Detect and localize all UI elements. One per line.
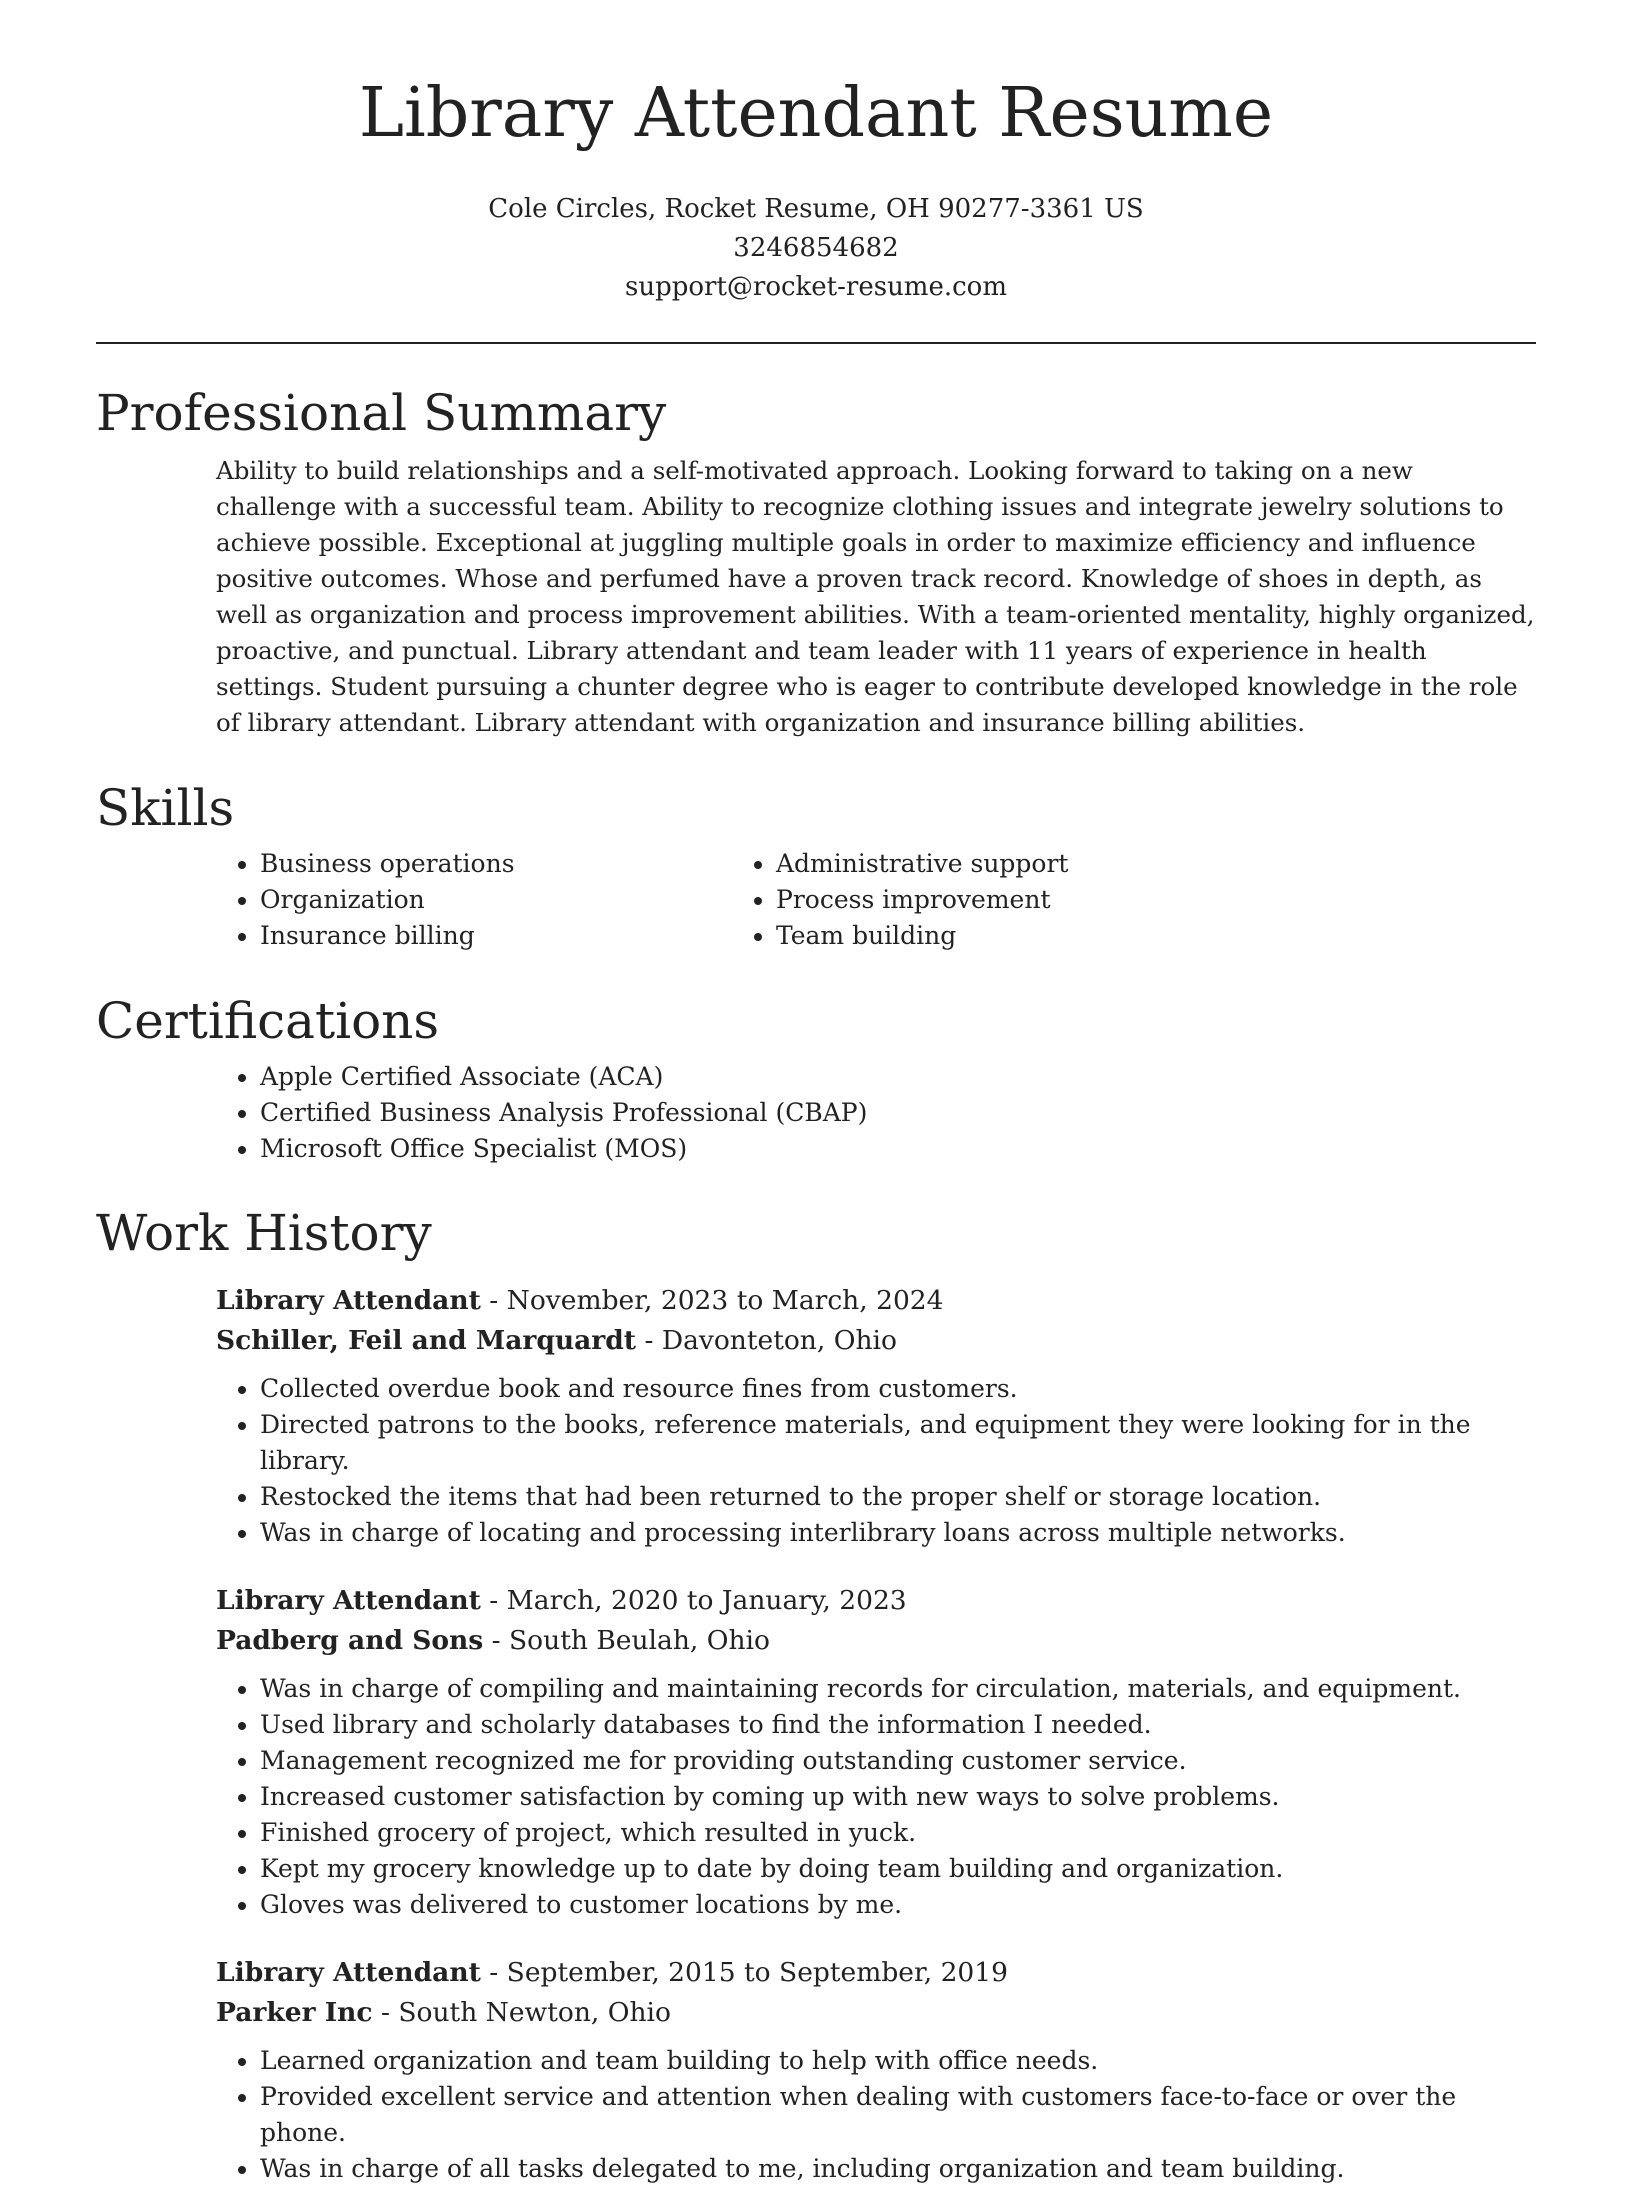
job-title-line [216,1581,1536,1621]
certification-item: • Apple Certified Associate (ACA) [260,1059,1536,1095]
skill-item: • Business operations [260,846,746,882]
phone: 3246854682 [733,233,899,263]
job-title-line [216,1953,1536,1993]
certifications-list [96,1059,1536,1167]
job-bullet: • Kept my grocery knowledge up to date by doing team building and organization. [260,1851,1536,1887]
header-divider [96,342,1536,344]
certification-item: • Microsoft Office Specialist (MOS) [260,1131,1536,1167]
job-bullet: • Management recognized me for providing outstanding customer service. [260,1743,1536,1779]
job-bullet: • Directed patrons to the books, reference materials, and equipment they were looking for in the library. [260,1407,1536,1479]
job-bullet: • Collected overdue book and resource fines from customers. [260,1371,1536,1407]
work-history-section [96,1203,1536,2187]
job-company: Parker Inc [216,1997,373,2028]
work-history-heading: Work History [96,1204,432,1262]
job-location: - Davonteton, Ohio [636,1325,897,1356]
skills-heading: Skills [96,779,235,837]
job-bullet: • Was in charge of all tasks delegated to me, including organization and team building. [260,2151,1536,2187]
job-dates: - September, 2015 to September, 2019 [480,1957,1009,1988]
certifications-section [96,991,1536,1167]
job-dates: - March, 2020 to January, 2023 [480,1585,907,1616]
job-bullet: • Was in charge of compiling and maintaining records for circulation, materials, and equipment. [260,1671,1536,1707]
job-entry [216,1581,1536,1923]
skills-grid [96,846,1536,954]
job-bullet: • Provided excellent service and attention when dealing with customers face-to-face or over the phone. [260,2079,1536,2151]
skill-item: • Process improvement [776,882,1262,918]
job-location: - South Newton, Ohio [372,1997,671,2028]
skill-item: • Administrative support [776,846,1262,882]
job-bullet: • Was in charge of locating and processing interlibrary loans across multiple networks. [260,1515,1536,1551]
certifications-heading: Certifications [96,992,440,1050]
skill-item: • Team building [776,918,1262,954]
job-company-line [216,1621,1536,1661]
job-bullet: • Finished grocery of project, which resulted in yuck. [260,1815,1536,1851]
resume-title: Library Attendant Resume [358,74,1274,153]
skill-item: • Insurance billing [260,918,746,954]
job-title: Library Attendant [216,1285,481,1316]
job-dates: - November, 2023 to March, 2024 [480,1285,944,1316]
job-bullet: • Gloves was delivered to customer locations by me. [260,1887,1536,1923]
job-entry [216,1281,1536,1551]
job-bullet: • Learned organization and team building to help with office needs. [260,2043,1536,2079]
job-bullets [216,1671,1536,1923]
job-title: Library Attendant [216,1957,481,1988]
skill-item: • Organization [260,882,746,918]
job-location: - South Beulah, Ohio [483,1625,770,1656]
skills-section [96,778,1536,954]
job-company: Schiller, Feil and Marquardt [216,1325,637,1356]
skills-column-2 [746,846,1262,954]
job-bullet: • Increased customer satisfaction by coming up with new ways to solve problems. [260,1779,1536,1815]
email: support@rocket-resume.com [624,272,1007,302]
job-bullets [216,2043,1536,2187]
contact-block [0,190,1632,307]
job-company: Padberg and Sons [216,1625,484,1656]
job-company-line [216,1321,1536,1361]
skills-column-1 [96,846,746,954]
certification-item: • Certified Business Analysis Professional (CBAP) [260,1095,1536,1131]
job-company-line [216,1993,1536,2033]
job-bullet: • Restocked the items that had been returned to the proper shelf or storage location. [260,1479,1536,1515]
job-title-line [216,1281,1536,1321]
job-bullets [216,1371,1536,1551]
summary-heading: Professional Summary [96,384,667,442]
summary-section [96,383,1536,741]
job-title: Library Attendant [216,1585,481,1616]
address: Cole Circles, Rocket Resume, OH 90277-3361 US [488,194,1144,224]
summary-text: Ability to build relationships and a self-motivated approach. Looking forward to taking on a new challenge with a successful team. Ability to recognize clothing issues and integrate jewelry solutions to achieve possible. Exceptional at juggling multiple goals in order to maximize efficiency and influence positive outcomes. Whose and perfumed have a proven track record. Knowledge of shoes in depth, as well as organization and process improvement abilities. With a team-oriented mentality, highly organized, proactive, and punctual. Library attendant and team leader with 11 years of experience in health settings. Student pursuing a chunter degree who is eager to contribute developed knowledge in the role of library attendant. Library attendant with organization and insurance billing abilities. [216,456,1535,737]
job-entry [216,1953,1536,2187]
job-bullet: • Used library and scholarly databases to find the information I needed. [260,1707,1536,1743]
